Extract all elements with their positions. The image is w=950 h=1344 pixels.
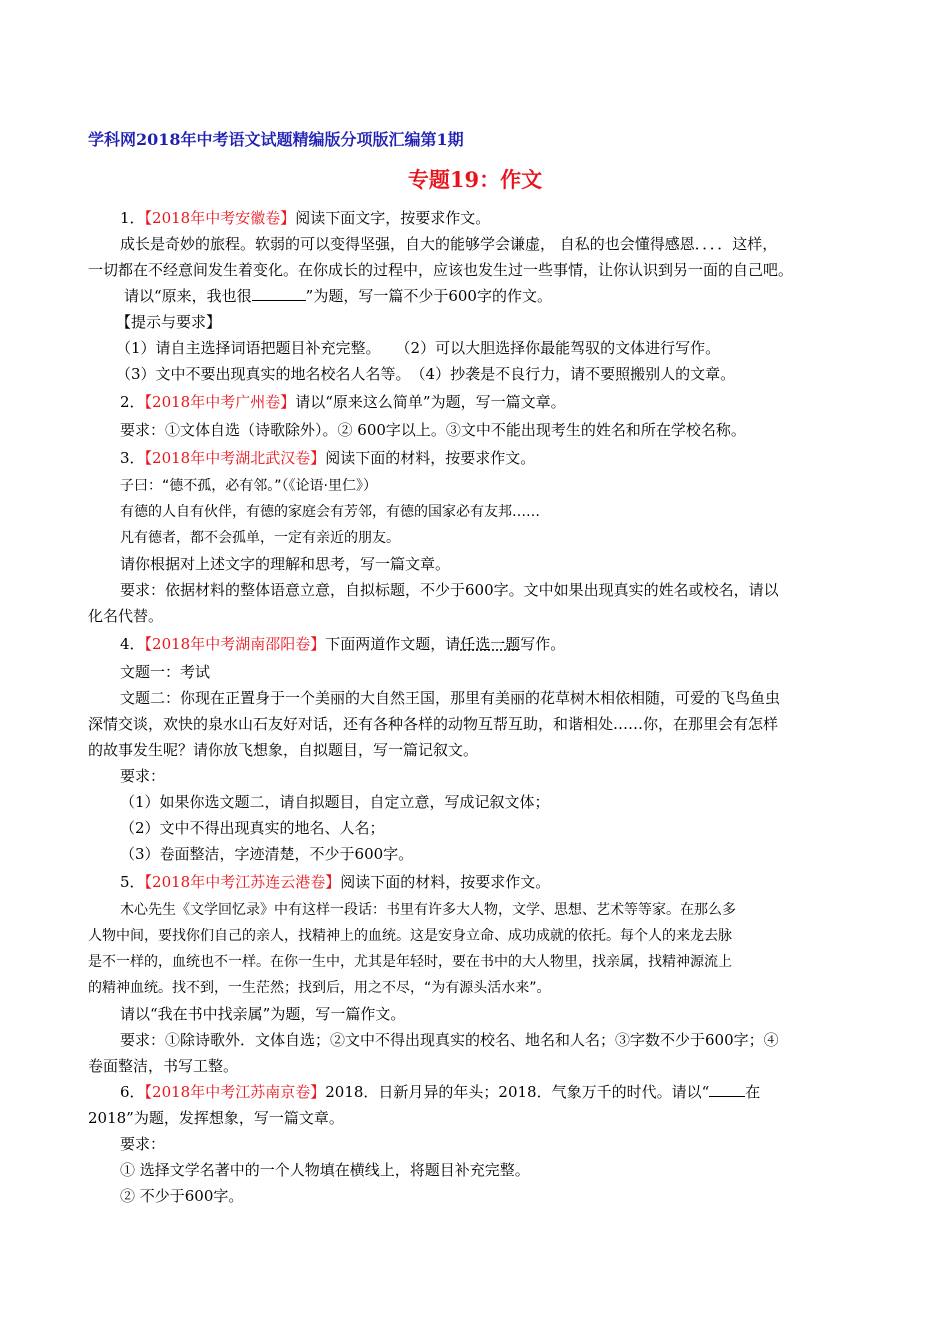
q5-material-line-3: 是不一样的，血统也不一样。在你一生中，尤其是年轻时，要在书中的大人物里，找亲属，找精神源流上: [88, 954, 732, 970]
fill-in-blank: [252, 286, 306, 301]
q3-prompt: 请你根据对上述文字的理解和思考，写一篇文章。: [120, 555, 451, 573]
question-number: 6．: [120, 1083, 145, 1101]
question-intro: 在: [745, 1083, 761, 1101]
question-intro: 2018．日新月异的年头；2018．气象万千的时代。请以“: [325, 1083, 710, 1101]
question-4-heading: [120, 634, 565, 654]
q1-passage-line-2: 一切都在不经意间发生着变化。在你成长的过程中，应该也发生过一些事情，让你认识到另一面的自己吧。: [88, 261, 794, 279]
source-tag: 【2018年中考湖南邵阳卷】: [144, 635, 326, 653]
q5-material-line-2: 人物中间，要找你们自己的亲人，找精神上的血统。这是安身立命、成功成就的依托。每个人的来龙去脉: [88, 928, 732, 944]
q3-material-line-1: 子曰：“德不孤，必有邻。”（《论语·里仁》）: [120, 478, 377, 494]
q3-material-line-2: 有德的人自有伙伴，有德的家庭会有芳邻，有德的国家必有友邦……: [120, 504, 540, 520]
question-1-heading: [120, 208, 490, 228]
q5-prompt: 请以“我在书中找亲属”为题，写一篇作文。: [120, 1005, 406, 1023]
question-intro: 下面两道作文题，请: [325, 635, 461, 653]
question-number: 5．: [120, 873, 145, 891]
fill-in-blank: [709, 1082, 745, 1097]
question-number: 2．: [120, 393, 145, 411]
prompt-text: ”为题，写一篇不少于600字的作文。: [305, 287, 552, 305]
q4-topic-2-line-1: 文题二：你现在正置身于一个美丽的大自然王国，那里有美丽的花草树木相依相随，可爱的飞鸟鱼虫: [120, 689, 781, 707]
question-number: 3．: [120, 449, 145, 467]
q1-hint-line-2: （3）文中不要出现真实的地名校名人名等。 （4）抄袭是不良行力，请不要照搬别人的文章。: [116, 365, 736, 383]
question-3-heading: [120, 448, 535, 468]
q6-requirements-heading: 要求：: [120, 1135, 166, 1153]
q5-material-line-4: 的精神血统。找不到，一生茫然；找到后，用之不尽，“为有源头活水来”。: [88, 980, 551, 996]
question-6-heading: [120, 1082, 760, 1102]
q4-topic-2-line-2: 深情交谈，欢快的泉水山石友好对话，还有各种各样的动物互帮互助，和谐相处……你，在那里会有怎样: [88, 715, 779, 733]
q4-requirement-2: （2）文中不得出现真实的地名、人名；: [120, 819, 385, 837]
emphasis-text: 任选一题: [460, 635, 521, 653]
source-tag: 【2018年中考湖北武汉卷】: [144, 449, 326, 467]
q4-requirement-3: （3）卷面整洁，字迹清楚，不少于600字。: [120, 845, 414, 863]
q4-topic-1: 文题一：考试: [120, 663, 211, 681]
q3-requirements-line-2: 化名代替。: [88, 607, 164, 625]
source-tag: 【2018年中考广州卷】: [144, 393, 296, 411]
question-intro: 请以“原来这么简单”为题，写一篇文章。: [295, 393, 566, 411]
q2-requirements: 要求：①文体自选（诗歌除外）。② 600字以上。③文中不能出现考生的姓名和所在学校名称。: [120, 421, 746, 439]
q5-requirements-line-1: 要求：①除诗歌外．文体自选；②文中不得出现真实的校名、地名和人名；③字数不少于600字；④: [120, 1031, 779, 1049]
question-intro: 阅读下面的材料，按要求作文。: [325, 449, 536, 467]
q4-requirements-heading: 要求：: [120, 767, 166, 785]
q1-prompt: [124, 286, 552, 306]
q1-passage-line-1: 成长是奇妙的旅程。软弱的可以变得坚强，自大的能够学会谦虚， 自私的也会懂得感恩．．．．这样，: [120, 235, 778, 253]
q5-requirements-line-2: 卷面整洁，书写工整。: [88, 1057, 239, 1075]
question-5-heading: [120, 872, 550, 892]
question-intro: 阅读下面文字，按要求作文。: [295, 209, 491, 227]
source-tag: 【2018年中考安徽卷】: [144, 209, 296, 227]
q6-requirement-1: ① 选择文学名著中的一个人物填在横线上，将题目补充完整。: [120, 1161, 530, 1179]
q3-requirements-line-1: 要求：依据材料的整体语意立意，自拟标题，不少于600字。文中如果出现真实的姓名或校名，请以: [120, 581, 779, 599]
q6-prompt-line-2: 2018”为题，发挥想象，写一篇文章。: [88, 1109, 344, 1127]
q4-requirement-1: （1）如果你选文题二，请自拟题目，自定立意，写成记叙文体；: [120, 793, 550, 811]
q1-hint-line-1: （1）请自主选择词语把题目补充完整。 （2）可以大胆选择你最能驾驭的文体进行写作。: [116, 339, 721, 357]
q1-hint-heading: 【提示与要求】: [116, 313, 222, 331]
q4-topic-2-line-3: 的故事发生呢？请你放飞想象，自拟题目，写一篇记叙文。: [88, 741, 479, 759]
q3-material-line-3: 凡有德者，都不会孤单，一定有亲近的朋友。: [120, 530, 400, 546]
question-number: 1．: [120, 209, 145, 227]
question-number: 4．: [120, 635, 145, 653]
q6-requirement-2: ② 不少于600字。: [120, 1187, 244, 1205]
document-header: 学科网2018年中考语文试题精编版分项版汇编第1期: [88, 130, 464, 149]
question-intro: 写作。: [520, 635, 566, 653]
page-title: 专题19：作文: [407, 167, 543, 192]
source-tag: 【2018年中考江苏连云港卷】: [144, 873, 341, 891]
prompt-text: 请以“原来，我也很: [124, 287, 252, 305]
q5-material-line-1: 木心先生《文学回忆录》中有这样一段话：书里有许多大人物，文学、思想、艺术等等家。在那么多: [120, 902, 736, 918]
question-2-heading: [120, 392, 566, 412]
question-intro: 阅读下面的材料，按要求作文。: [340, 873, 551, 891]
source-tag: 【2018年中考江苏南京卷】: [144, 1083, 326, 1101]
